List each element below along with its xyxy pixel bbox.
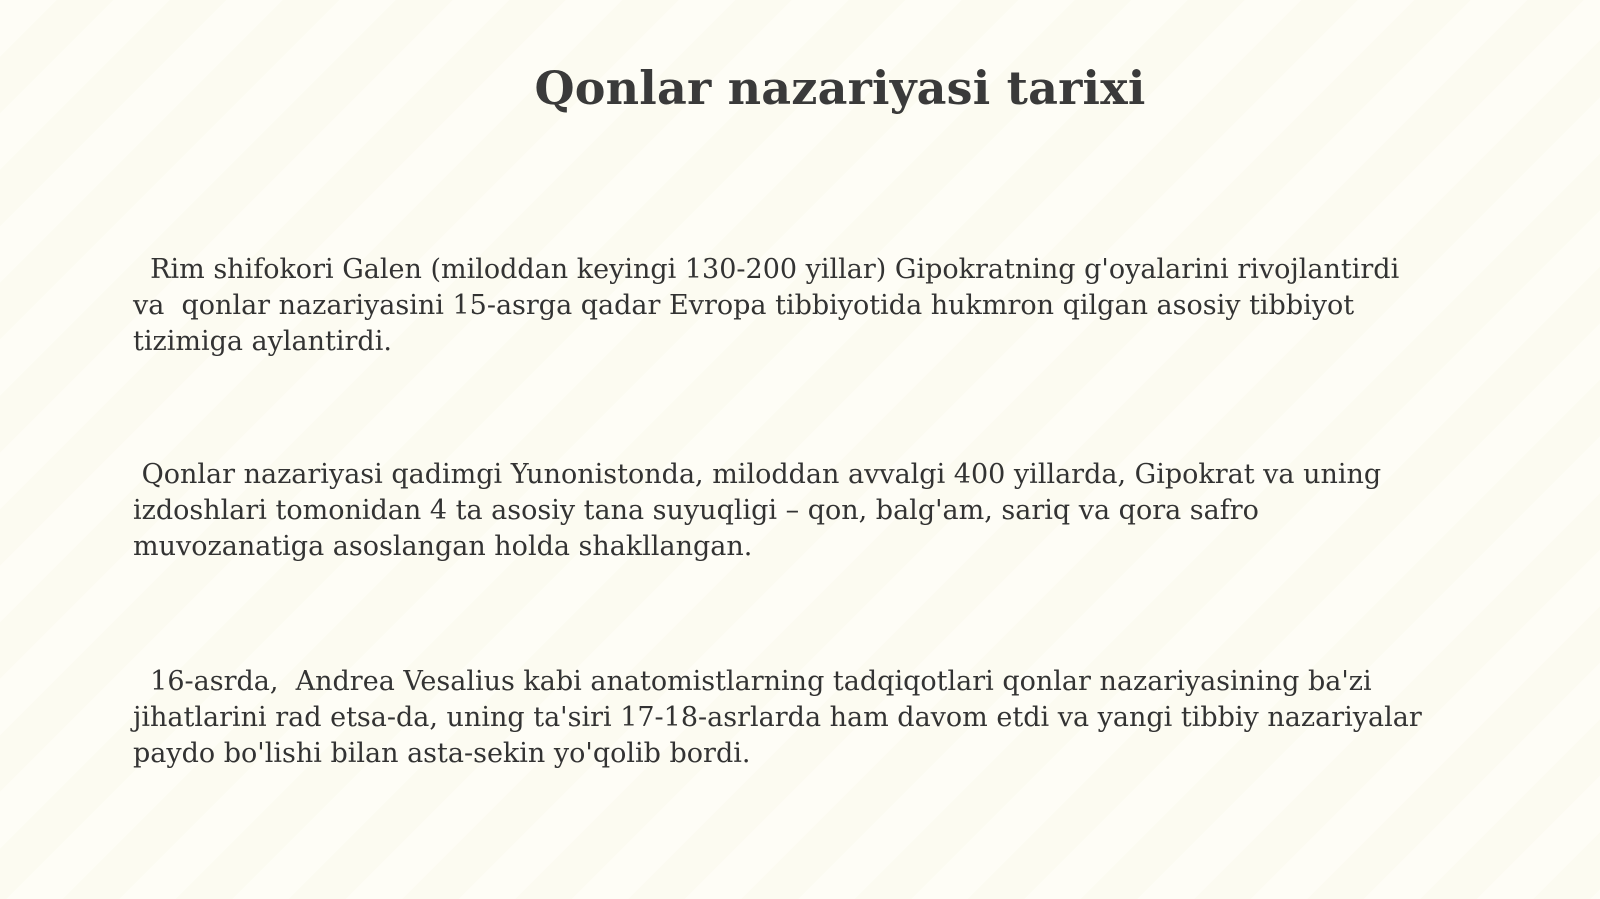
slide-title: Qonlar nazariyasi tarixi bbox=[534, 61, 1146, 115]
paragraph-origin: Qonlar nazariyasi qadimgi Yunonistonda, miloddan avvalgi 400 yillarda, Gipokrat va uning izdoshlari tomonidan 4 ta asosiy tana suyuqligi – qon, balg'am, sariq va qora safro muvozanatiga asoslangan holda shakllangan. bbox=[133, 459, 1382, 562]
paragraph-galen: Rim shifokori Galen (miloddan keyingi 130-200 yillar) Gipokratning g'oyalarini rivojlantirdi va qonlar nazariyasini 15-asrga qadar Evropa tibbiyotida hukmron qilgan asosiy tibbiyot tizimiga aylantirdi. bbox=[133, 254, 1400, 357]
paragraph-decline: 16-asrda, Andrea Vesalius kabi anatomistlarning tadqiqotlari qonlar nazariyasining ba'zi jihatlarini rad etsa-da, uning ta'siri 17-18-asrlarda ham davom etdi va yangi tibbiy nazariyalar paydo bo'lishi bilan asta-sekin yo'qolib bordi. bbox=[133, 666, 1422, 769]
